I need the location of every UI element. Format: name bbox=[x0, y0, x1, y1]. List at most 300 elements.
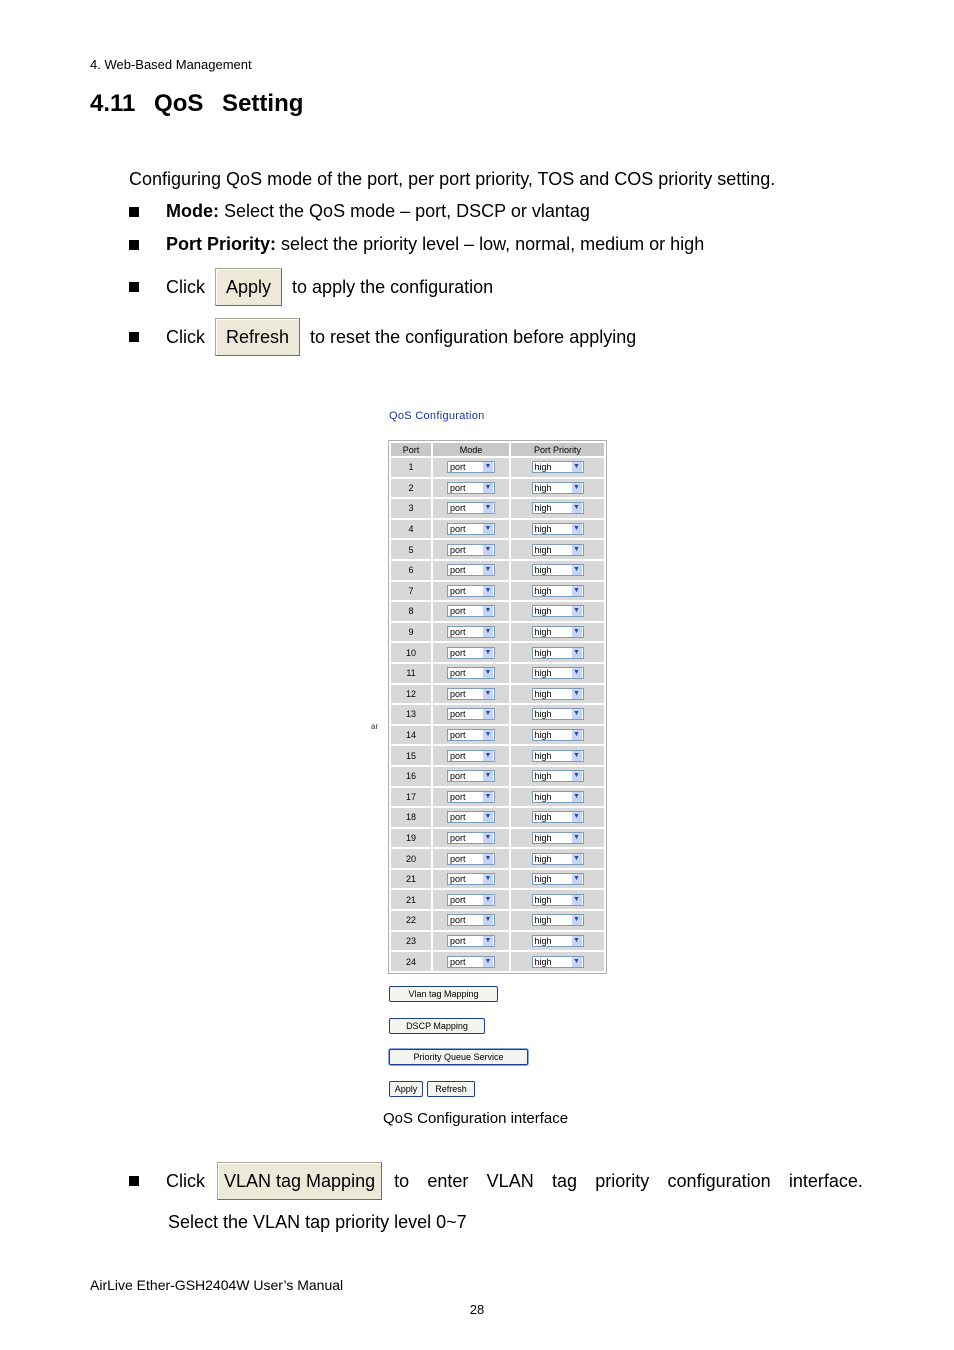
chevron-down-icon[interactable]: ▼ bbox=[484, 710, 492, 718]
mode-cell bbox=[433, 767, 509, 786]
mode-cell bbox=[433, 829, 509, 848]
vlan-bullet-text bbox=[394, 1171, 863, 1192]
port-cell: 1 bbox=[391, 458, 431, 477]
bullet-square-icon bbox=[129, 207, 139, 217]
chevron-down-icon[interactable]: ▼ bbox=[573, 833, 580, 841]
chevron-down-icon[interactable]: ▼ bbox=[484, 545, 492, 553]
priority-value: high bbox=[534, 812, 552, 823]
mode-cell bbox=[433, 932, 509, 951]
mode-value: port bbox=[450, 668, 466, 679]
mode-select[interactable] bbox=[447, 873, 495, 885]
qos-config-title: QoS Configuration bbox=[389, 410, 485, 422]
qos-table bbox=[388, 440, 607, 974]
mode-value: port bbox=[450, 585, 466, 596]
priority-select[interactable] bbox=[532, 564, 584, 576]
priority-cell bbox=[511, 602, 604, 621]
priority-value: high bbox=[534, 647, 552, 658]
mode-value: port bbox=[450, 935, 466, 946]
mode-value: port bbox=[450, 627, 466, 638]
port-cell: 24 bbox=[391, 952, 431, 971]
port-cell: 10 bbox=[391, 643, 431, 662]
priority-select[interactable] bbox=[532, 461, 584, 473]
chevron-down-icon[interactable]: ▼ bbox=[573, 731, 580, 739]
bullet-square-icon bbox=[129, 240, 139, 250]
priority-value: high bbox=[534, 956, 552, 967]
priority-value: high bbox=[534, 894, 552, 905]
table-row bbox=[391, 808, 604, 827]
figure-caption: QoS Configuration interface bbox=[383, 1110, 569, 1127]
port-cell: 11 bbox=[391, 664, 431, 683]
chevron-down-icon[interactable]: ▼ bbox=[484, 916, 492, 924]
chevron-down-icon[interactable]: ▼ bbox=[573, 854, 580, 862]
chevron-down-icon[interactable]: ▼ bbox=[573, 936, 580, 944]
port-cell: 21 bbox=[391, 870, 431, 889]
priority-select[interactable] bbox=[532, 502, 584, 514]
priority-cell bbox=[511, 890, 604, 909]
mode-select[interactable] bbox=[447, 894, 495, 906]
port-cell: 5 bbox=[391, 540, 431, 559]
priority-value: high bbox=[534, 544, 552, 555]
priority-value: high bbox=[534, 853, 552, 864]
mode-cell bbox=[433, 561, 509, 580]
port-cell: 16 bbox=[391, 767, 431, 786]
mode-label: Mode: bbox=[166, 201, 219, 221]
priority-value: high bbox=[534, 482, 552, 493]
priority-select[interactable] bbox=[532, 482, 584, 494]
col-port: Port bbox=[391, 443, 431, 456]
mode-cell bbox=[433, 808, 509, 827]
chevron-down-icon[interactable]: ▼ bbox=[484, 813, 492, 821]
priority-select[interactable] bbox=[532, 647, 584, 659]
chevron-down-icon[interactable]: ▼ bbox=[484, 772, 492, 780]
intro-paragraph: Configuring QoS mode of the port, per port priority, TOS and COS priority setting. bbox=[129, 169, 776, 189]
chevron-down-icon[interactable]: ▼ bbox=[573, 628, 580, 636]
qos-table-body bbox=[391, 458, 604, 971]
stray-mark: ar bbox=[371, 722, 379, 731]
mode-select[interactable] bbox=[447, 688, 495, 700]
priority-cell bbox=[511, 643, 604, 662]
priority-select[interactable] bbox=[532, 832, 584, 844]
priority-select[interactable] bbox=[532, 791, 584, 803]
priority-select[interactable] bbox=[532, 914, 584, 926]
chevron-down-icon[interactable]: ▼ bbox=[573, 792, 580, 800]
mode-cell bbox=[433, 643, 509, 662]
mode-cell bbox=[433, 623, 509, 642]
chevron-down-icon[interactable]: ▼ bbox=[573, 710, 580, 718]
priority-value: high bbox=[534, 832, 552, 843]
word: enter bbox=[427, 1170, 469, 1191]
chevron-down-icon[interactable]: ▼ bbox=[484, 463, 492, 471]
refresh-button[interactable]: Refresh bbox=[427, 1081, 475, 1097]
mode-value: port bbox=[450, 524, 466, 535]
mode-value: port bbox=[450, 544, 466, 555]
table-row bbox=[391, 685, 604, 704]
bullet-refresh bbox=[129, 318, 636, 356]
port-cell: 21 bbox=[391, 890, 431, 909]
table-row bbox=[391, 540, 604, 559]
mode-cell bbox=[433, 520, 509, 539]
mode-select[interactable] bbox=[447, 626, 495, 638]
mode-select[interactable] bbox=[447, 832, 495, 844]
priority-cell bbox=[511, 540, 604, 559]
priority-cell bbox=[511, 746, 604, 765]
click-text: Click bbox=[166, 326, 205, 347]
mode-cell bbox=[433, 458, 509, 477]
mode-cell bbox=[433, 726, 509, 745]
vlan-tag-mapping-button[interactable]: Vlan tag Mapping bbox=[389, 986, 498, 1002]
port-cell: 19 bbox=[391, 829, 431, 848]
page-number: 28 bbox=[469, 1302, 485, 1317]
port-cell: 18 bbox=[391, 808, 431, 827]
footer-manual: AirLive Ether-GSH2404W User’s Manual bbox=[90, 1277, 344, 1293]
mode-cell bbox=[433, 911, 509, 930]
mode-cell bbox=[433, 685, 509, 704]
priority-cell bbox=[511, 582, 604, 601]
table-row bbox=[391, 890, 604, 909]
priority-value: high bbox=[534, 503, 552, 514]
mode-value: port bbox=[450, 688, 466, 699]
chevron-down-icon[interactable]: ▼ bbox=[573, 525, 580, 533]
apply-button-image: Apply bbox=[215, 268, 282, 306]
bullet-square-icon bbox=[129, 332, 139, 342]
chevron-down-icon[interactable]: ▼ bbox=[484, 854, 492, 862]
priority-select[interactable] bbox=[532, 688, 584, 700]
mode-value: port bbox=[450, 503, 466, 514]
priority-label: Port Priority: bbox=[166, 234, 277, 254]
priority-select[interactable] bbox=[532, 956, 584, 968]
word: VLAN bbox=[486, 1170, 534, 1191]
qos-header-row bbox=[391, 443, 604, 456]
chevron-down-icon[interactable]: ▼ bbox=[573, 916, 580, 924]
table-row bbox=[391, 561, 604, 580]
priority-select[interactable] bbox=[532, 605, 584, 617]
chevron-down-icon[interactable]: ▼ bbox=[573, 545, 580, 553]
chevron-down-icon[interactable]: ▼ bbox=[573, 875, 580, 883]
priority-select[interactable] bbox=[532, 585, 584, 597]
mode-value: port bbox=[450, 771, 466, 782]
mode-value: port bbox=[450, 853, 466, 864]
port-cell: 7 bbox=[391, 582, 431, 601]
mode-select[interactable] bbox=[447, 853, 495, 865]
word: tag bbox=[551, 1170, 577, 1191]
priority-cell bbox=[511, 685, 604, 704]
priority-text: select the priority level – low, normal, medium or high bbox=[276, 234, 705, 254]
word: to bbox=[394, 1170, 410, 1191]
chevron-down-icon[interactable]: ▼ bbox=[573, 957, 580, 965]
priority-cell bbox=[511, 664, 604, 683]
vlan-bullet-line2: Select the VLAN tap priority level 0~7 bbox=[168, 1212, 467, 1232]
table-row bbox=[391, 643, 604, 662]
table-row bbox=[391, 602, 604, 621]
bullet-port-priority bbox=[129, 234, 704, 255]
col-port-priority: Port Priority bbox=[511, 443, 604, 456]
port-cell: 3 bbox=[391, 499, 431, 518]
priority-select[interactable] bbox=[532, 935, 584, 947]
mode-value: port bbox=[450, 606, 466, 617]
mode-select[interactable] bbox=[447, 708, 495, 720]
refresh-text: to reset the configuration before applying bbox=[310, 326, 637, 347]
mode-value: port bbox=[450, 894, 466, 905]
mode-cell bbox=[433, 849, 509, 868]
table-row bbox=[391, 499, 604, 518]
priority-cell bbox=[511, 726, 604, 745]
chevron-down-icon[interactable]: ▼ bbox=[573, 772, 580, 780]
mode-cell bbox=[433, 705, 509, 724]
priority-cell bbox=[511, 911, 604, 930]
table-row bbox=[391, 664, 604, 683]
chevron-down-icon[interactable]: ▼ bbox=[484, 751, 492, 759]
table-row bbox=[391, 520, 604, 539]
priority-value: high bbox=[534, 585, 552, 596]
priority-select[interactable] bbox=[532, 894, 584, 906]
table-row bbox=[391, 952, 604, 971]
chevron-down-icon[interactable]: ▼ bbox=[484, 669, 492, 677]
priority-select[interactable] bbox=[532, 667, 584, 679]
priority-cell bbox=[511, 829, 604, 848]
mode-select[interactable] bbox=[447, 729, 495, 741]
port-cell: 6 bbox=[391, 561, 431, 580]
priority-value: high bbox=[534, 688, 552, 699]
priority-value: high bbox=[534, 668, 552, 679]
chevron-down-icon[interactable]: ▼ bbox=[484, 648, 492, 656]
priority-value: high bbox=[534, 462, 552, 473]
mode-select[interactable] bbox=[447, 956, 495, 968]
chevron-down-icon[interactable]: ▼ bbox=[484, 525, 492, 533]
mode-select[interactable] bbox=[447, 523, 495, 535]
chevron-down-icon[interactable]: ▼ bbox=[484, 792, 492, 800]
chevron-down-icon[interactable]: ▼ bbox=[573, 607, 580, 615]
mode-value: port bbox=[450, 791, 466, 802]
priority-cell bbox=[511, 458, 604, 477]
mode-select[interactable] bbox=[447, 935, 495, 947]
priority-select[interactable] bbox=[532, 523, 584, 535]
mode-cell bbox=[433, 582, 509, 601]
mode-value: port bbox=[450, 915, 466, 926]
table-row bbox=[391, 767, 604, 786]
mode-value: port bbox=[450, 647, 466, 658]
mode-value: port bbox=[450, 730, 466, 741]
mode-cell bbox=[433, 952, 509, 971]
chevron-down-icon[interactable]: ▼ bbox=[484, 875, 492, 883]
chevron-down-icon[interactable]: ▼ bbox=[484, 628, 492, 636]
mode-value: port bbox=[450, 874, 466, 885]
mode-value: port bbox=[450, 565, 466, 576]
priority-cell bbox=[511, 561, 604, 580]
mode-value: port bbox=[450, 956, 466, 967]
section-title: 4.11 QoS Setting bbox=[90, 90, 304, 117]
priority-select[interactable] bbox=[532, 544, 584, 556]
mode-value: port bbox=[450, 709, 466, 720]
priority-cell bbox=[511, 479, 604, 498]
chevron-down-icon[interactable]: ▼ bbox=[484, 689, 492, 697]
mode-select[interactable] bbox=[447, 647, 495, 659]
priority-cell bbox=[511, 952, 604, 971]
priority-value: high bbox=[534, 565, 552, 576]
port-cell: 15 bbox=[391, 746, 431, 765]
port-cell: 20 bbox=[391, 849, 431, 868]
chevron-down-icon[interactable]: ▼ bbox=[484, 895, 492, 903]
port-cell: 8 bbox=[391, 602, 431, 621]
priority-cell bbox=[511, 767, 604, 786]
mode-cell bbox=[433, 788, 509, 807]
chevron-down-icon[interactable]: ▼ bbox=[573, 813, 580, 821]
priority-cell bbox=[511, 870, 604, 889]
chevron-down-icon[interactable]: ▼ bbox=[573, 895, 580, 903]
bullet-square-icon bbox=[129, 1176, 139, 1186]
col-mode: Mode bbox=[433, 443, 509, 456]
chevron-down-icon[interactable]: ▼ bbox=[573, 504, 580, 512]
mode-cell bbox=[433, 746, 509, 765]
mode-value: port bbox=[450, 462, 466, 473]
port-cell: 2 bbox=[391, 479, 431, 498]
chevron-down-icon[interactable]: ▼ bbox=[573, 669, 580, 677]
chevron-down-icon[interactable]: ▼ bbox=[484, 731, 492, 739]
port-cell: 4 bbox=[391, 520, 431, 539]
port-cell: 23 bbox=[391, 932, 431, 951]
dscp-mapping-button[interactable]: DSCP Mapping bbox=[389, 1018, 485, 1034]
priority-cell bbox=[511, 520, 604, 539]
priority-value: high bbox=[534, 730, 552, 741]
mode-value: port bbox=[450, 750, 466, 761]
mode-value: port bbox=[450, 482, 466, 493]
bullet-mode bbox=[129, 201, 590, 222]
mode-select[interactable] bbox=[447, 914, 495, 926]
table-row bbox=[391, 849, 604, 868]
priority-select[interactable] bbox=[532, 770, 584, 782]
priority-select[interactable] bbox=[532, 708, 584, 720]
priority-cell bbox=[511, 788, 604, 807]
priority-value: high bbox=[534, 606, 552, 617]
priority-value: high bbox=[534, 771, 552, 782]
mode-cell bbox=[433, 540, 509, 559]
mode-select[interactable] bbox=[447, 544, 495, 556]
priority-select[interactable] bbox=[532, 811, 584, 823]
vlan-tag-mapping-button-image: VLAN tag Mapping bbox=[217, 1162, 382, 1200]
priority-select[interactable] bbox=[532, 873, 584, 885]
word: interface. bbox=[788, 1170, 863, 1191]
priority-select[interactable] bbox=[532, 626, 584, 638]
priority-value: high bbox=[534, 750, 552, 761]
priority-value: high bbox=[534, 935, 552, 946]
priority-cell bbox=[511, 849, 604, 868]
mode-cell bbox=[433, 479, 509, 498]
priority-value: high bbox=[534, 874, 552, 885]
priority-value: high bbox=[534, 627, 552, 638]
word: configuration bbox=[667, 1170, 771, 1191]
chevron-down-icon[interactable]: ▼ bbox=[484, 936, 492, 944]
table-row bbox=[391, 623, 604, 642]
table-row bbox=[391, 911, 604, 930]
mode-select[interactable] bbox=[447, 605, 495, 617]
mode-select[interactable] bbox=[447, 770, 495, 782]
priority-select[interactable] bbox=[532, 729, 584, 741]
chevron-down-icon[interactable]: ▼ bbox=[573, 689, 580, 697]
mode-select[interactable] bbox=[447, 750, 495, 762]
chevron-down-icon[interactable]: ▼ bbox=[484, 504, 492, 512]
priority-select[interactable] bbox=[532, 750, 584, 762]
table-row bbox=[391, 746, 604, 765]
priority-value: high bbox=[534, 709, 552, 720]
bullet-apply bbox=[129, 268, 493, 306]
mode-cell bbox=[433, 870, 509, 889]
refresh-button-image: Refresh bbox=[215, 318, 300, 356]
mode-select[interactable] bbox=[447, 482, 495, 494]
priority-cell bbox=[511, 623, 604, 642]
table-row bbox=[391, 870, 604, 889]
mode-value: port bbox=[450, 832, 466, 843]
port-cell: 12 bbox=[391, 685, 431, 704]
chevron-down-icon[interactable]: ▼ bbox=[484, 586, 492, 594]
bullet-vlan-tag-mapping bbox=[129, 1162, 863, 1200]
chevron-down-icon[interactable]: ▼ bbox=[573, 463, 580, 471]
mode-select[interactable] bbox=[447, 667, 495, 679]
port-cell: 9 bbox=[391, 623, 431, 642]
table-row bbox=[391, 479, 604, 498]
bullet-square-icon bbox=[129, 282, 139, 292]
chevron-down-icon[interactable]: ▼ bbox=[573, 483, 580, 491]
table-row bbox=[391, 582, 604, 601]
mode-cell bbox=[433, 602, 509, 621]
table-row bbox=[391, 726, 604, 745]
priority-value: high bbox=[534, 915, 552, 926]
click-text: Click bbox=[166, 1170, 205, 1191]
port-cell: 17 bbox=[391, 788, 431, 807]
mode-select[interactable] bbox=[447, 585, 495, 597]
click-text: Click bbox=[166, 276, 205, 297]
priority-cell bbox=[511, 932, 604, 951]
port-cell: 14 bbox=[391, 726, 431, 745]
mode-select[interactable] bbox=[447, 791, 495, 803]
priority-select[interactable] bbox=[532, 853, 584, 865]
priority-value: high bbox=[534, 791, 552, 802]
priority-cell bbox=[511, 705, 604, 724]
mode-value: port bbox=[450, 812, 466, 823]
chevron-down-icon[interactable]: ▼ bbox=[484, 483, 492, 491]
mode-cell bbox=[433, 890, 509, 909]
apply-button[interactable]: Apply bbox=[389, 1081, 423, 1097]
priority-cell bbox=[511, 808, 604, 827]
apply-text: to apply the configuration bbox=[292, 276, 494, 297]
table-row bbox=[391, 932, 604, 951]
mode-select[interactable] bbox=[447, 811, 495, 823]
priority-value: high bbox=[534, 524, 552, 535]
chevron-down-icon[interactable]: ▼ bbox=[484, 957, 492, 965]
mode-text: Select the QoS mode – port, DSCP or vlantag bbox=[219, 201, 590, 221]
mode-select[interactable] bbox=[447, 564, 495, 576]
table-row bbox=[391, 829, 604, 848]
mode-select[interactable] bbox=[447, 502, 495, 514]
table-row bbox=[391, 705, 604, 724]
running-head: 4. Web-Based Management bbox=[90, 57, 252, 72]
port-cell: 13 bbox=[391, 705, 431, 724]
chevron-down-icon[interactable]: ▼ bbox=[573, 648, 580, 656]
mode-cell bbox=[433, 499, 509, 518]
chevron-down-icon[interactable]: ▼ bbox=[484, 833, 492, 841]
port-cell: 22 bbox=[391, 911, 431, 930]
priority-cell bbox=[511, 499, 604, 518]
table-row bbox=[391, 788, 604, 807]
priority-queue-service-button[interactable]: Priority Queue Service bbox=[389, 1049, 528, 1065]
table-row bbox=[391, 458, 604, 477]
chevron-down-icon[interactable]: ▼ bbox=[484, 566, 492, 574]
chevron-down-icon[interactable]: ▼ bbox=[573, 566, 580, 574]
chevron-down-icon[interactable]: ▼ bbox=[484, 607, 492, 615]
word: priority bbox=[595, 1170, 650, 1191]
mode-select[interactable] bbox=[447, 461, 495, 473]
chevron-down-icon[interactable]: ▼ bbox=[573, 586, 580, 594]
mode-cell bbox=[433, 664, 509, 683]
chevron-down-icon[interactable]: ▼ bbox=[573, 751, 580, 759]
